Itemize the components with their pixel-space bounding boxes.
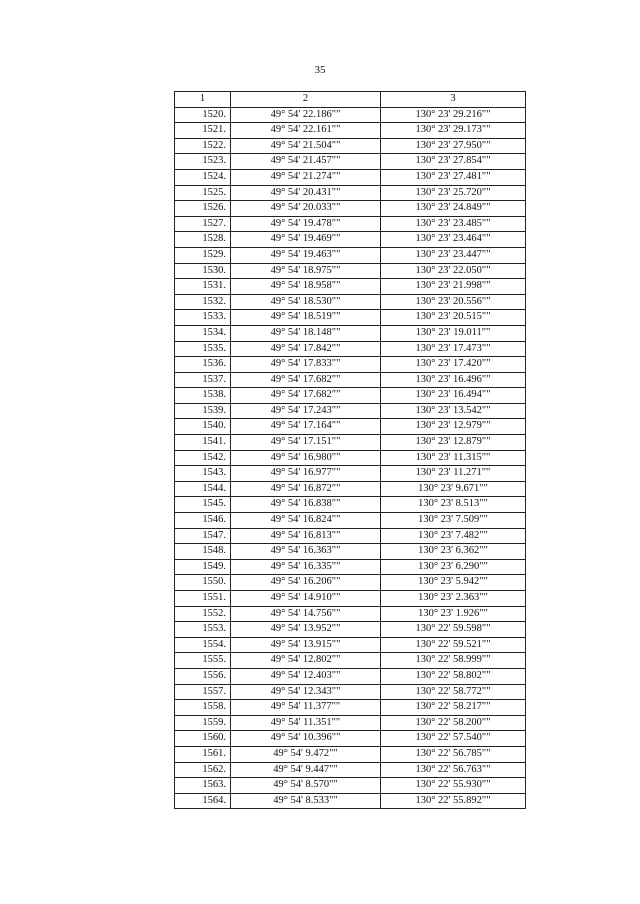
latitude-cell: 49° 54' 18.519"" — [231, 310, 381, 326]
latitude-cell: 49° 54' 16.977"" — [231, 466, 381, 482]
table-row — [175, 154, 526, 170]
table-row — [175, 653, 526, 669]
longitude-cell: 130° 23' 12.979"" — [381, 419, 526, 435]
table-row — [175, 419, 526, 435]
point-number-cell: 1522. — [175, 138, 231, 154]
longitude-cell: 130° 23' 21.998"" — [381, 279, 526, 295]
latitude-cell: 49° 54' 20.431"" — [231, 185, 381, 201]
longitude-cell: 130° 22' 59.598"" — [381, 622, 526, 638]
latitude-cell: 49° 54' 17.842"" — [231, 341, 381, 357]
point-number-cell: 1534. — [175, 325, 231, 341]
table-row — [175, 388, 526, 404]
longitude-cell: 130° 23' 7.509"" — [381, 513, 526, 529]
latitude-cell: 49° 54' 9.447"" — [231, 762, 381, 778]
point-number-cell: 1561. — [175, 746, 231, 762]
longitude-cell: 130° 23' 12.879"" — [381, 435, 526, 451]
point-number-cell: 1541. — [175, 435, 231, 451]
table-row — [175, 138, 526, 154]
longitude-cell: 130° 23' 6.362"" — [381, 544, 526, 560]
column-header-2: 2 — [231, 92, 381, 108]
point-number-cell: 1537. — [175, 372, 231, 388]
latitude-cell: 49° 54' 9.472"" — [231, 746, 381, 762]
longitude-cell: 130° 23' 29.173"" — [381, 123, 526, 139]
table-row — [175, 668, 526, 684]
point-number-cell: 1553. — [175, 622, 231, 638]
longitude-cell: 130° 23' 6.290"" — [381, 559, 526, 575]
table-row — [175, 778, 526, 794]
table-row — [175, 372, 526, 388]
table-row — [175, 544, 526, 560]
longitude-cell: 130° 23' 23.485"" — [381, 216, 526, 232]
longitude-cell: 130° 23' 20.556"" — [381, 294, 526, 310]
longitude-cell: 130° 23' 27.950"" — [381, 138, 526, 154]
latitude-cell: 49° 54' 17.682"" — [231, 388, 381, 404]
latitude-cell: 49° 54' 13.915"" — [231, 637, 381, 653]
table-row — [175, 762, 526, 778]
longitude-cell: 130° 23' 16.496"" — [381, 372, 526, 388]
latitude-cell: 49° 54' 11.351"" — [231, 715, 381, 731]
point-number-cell: 1551. — [175, 591, 231, 607]
longitude-cell: 130° 23' 20.515"" — [381, 310, 526, 326]
table-row — [175, 591, 526, 607]
longitude-cell: 130° 23' 13.542"" — [381, 403, 526, 419]
point-number-cell: 1564. — [175, 793, 231, 809]
longitude-cell: 130° 23' 17.473"" — [381, 341, 526, 357]
table-row — [175, 731, 526, 747]
longitude-cell: 130° 22' 55.930"" — [381, 778, 526, 794]
latitude-cell: 49° 54' 18.975"" — [231, 263, 381, 279]
table-row — [175, 513, 526, 529]
longitude-cell: 130° 22' 56.763"" — [381, 762, 526, 778]
latitude-cell: 49° 54' 8.533"" — [231, 793, 381, 809]
latitude-cell: 49° 54' 18.530"" — [231, 294, 381, 310]
table-row — [175, 481, 526, 497]
latitude-cell: 49° 54' 14.910"" — [231, 591, 381, 607]
longitude-cell: 130° 23' 11.315"" — [381, 450, 526, 466]
longitude-cell: 130° 22' 58.802"" — [381, 668, 526, 684]
latitude-cell: 49° 54' 17.682"" — [231, 372, 381, 388]
point-number-cell: 1557. — [175, 684, 231, 700]
longitude-cell: 130° 23' 23.447"" — [381, 247, 526, 263]
point-number-cell: 1554. — [175, 637, 231, 653]
point-number-cell: 1533. — [175, 310, 231, 326]
longitude-cell: 130° 22' 57.540"" — [381, 731, 526, 747]
point-number-cell: 1525. — [175, 185, 231, 201]
table-row — [175, 247, 526, 263]
longitude-cell: 130° 23' 5.942"" — [381, 575, 526, 591]
latitude-cell: 49° 54' 16.838"" — [231, 497, 381, 513]
table-row — [175, 107, 526, 123]
table-row — [175, 559, 526, 575]
latitude-cell: 49° 54' 16.813"" — [231, 528, 381, 544]
point-number-cell: 1555. — [175, 653, 231, 669]
latitude-cell: 49° 54' 20.033"" — [231, 201, 381, 217]
point-number-cell: 1532. — [175, 294, 231, 310]
longitude-cell: 130° 23' 11.271"" — [381, 466, 526, 482]
longitude-cell: 130° 22' 58.772"" — [381, 684, 526, 700]
point-number-cell: 1549. — [175, 559, 231, 575]
latitude-cell: 49° 54' 17.833"" — [231, 357, 381, 373]
longitude-cell: 130° 23' 23.464"" — [381, 232, 526, 248]
page-number: 35 — [314, 64, 326, 76]
point-number-cell: 1527. — [175, 216, 231, 232]
longitude-cell: 130° 22' 58.217"" — [381, 700, 526, 716]
point-number-cell: 1559. — [175, 715, 231, 731]
coordinates-table — [174, 91, 526, 809]
point-number-cell: 1546. — [175, 513, 231, 529]
point-number-cell: 1538. — [175, 388, 231, 404]
table-row — [175, 793, 526, 809]
table-row — [175, 622, 526, 638]
longitude-cell: 130° 23' 19.011"" — [381, 325, 526, 341]
table-row — [175, 450, 526, 466]
latitude-cell: 49° 54' 16.824"" — [231, 513, 381, 529]
latitude-cell: 49° 54' 8.570"" — [231, 778, 381, 794]
point-number-cell: 1542. — [175, 450, 231, 466]
point-number-cell: 1521. — [175, 123, 231, 139]
latitude-cell: 49° 54' 19.463"" — [231, 247, 381, 263]
table-row — [175, 263, 526, 279]
latitude-cell: 49° 54' 16.363"" — [231, 544, 381, 560]
table-row — [175, 403, 526, 419]
latitude-cell: 49° 54' 17.243"" — [231, 403, 381, 419]
point-number-cell: 1558. — [175, 700, 231, 716]
point-number-cell: 1550. — [175, 575, 231, 591]
table-row — [175, 201, 526, 217]
latitude-cell: 49° 54' 12.343"" — [231, 684, 381, 700]
point-number-cell: 1528. — [175, 232, 231, 248]
table-row — [175, 185, 526, 201]
longitude-cell: 130° 23' 22.050"" — [381, 263, 526, 279]
table-row — [175, 497, 526, 513]
latitude-cell: 49° 54' 16.335"" — [231, 559, 381, 575]
latitude-cell: 49° 54' 13.952"" — [231, 622, 381, 638]
table-row — [175, 232, 526, 248]
longitude-cell: 130° 23' 1.926"" — [381, 606, 526, 622]
table-row — [175, 279, 526, 295]
latitude-cell: 49° 54' 18.958"" — [231, 279, 381, 295]
header-row — [175, 92, 526, 108]
longitude-cell: 130° 23' 17.420"" — [381, 357, 526, 373]
table-row — [175, 310, 526, 326]
latitude-cell: 49° 54' 19.469"" — [231, 232, 381, 248]
latitude-cell: 49° 54' 16.980"" — [231, 450, 381, 466]
point-number-cell: 1548. — [175, 544, 231, 560]
point-number-cell: 1556. — [175, 668, 231, 684]
table-row — [175, 357, 526, 373]
longitude-cell: 130° 23' 2.363"" — [381, 591, 526, 607]
latitude-cell: 49° 54' 17.164"" — [231, 419, 381, 435]
point-number-cell: 1535. — [175, 341, 231, 357]
point-number-cell: 1529. — [175, 247, 231, 263]
table-row — [175, 341, 526, 357]
point-number-cell: 1531. — [175, 279, 231, 295]
longitude-cell: 130° 23' 24.849"" — [381, 201, 526, 217]
longitude-cell: 130° 23' 27.854"" — [381, 154, 526, 170]
table-row — [175, 637, 526, 653]
latitude-cell: 49° 54' 21.457"" — [231, 154, 381, 170]
point-number-cell: 1563. — [175, 778, 231, 794]
point-number-cell: 1544. — [175, 481, 231, 497]
longitude-cell: 130° 22' 55.892"" — [381, 793, 526, 809]
point-number-cell: 1539. — [175, 403, 231, 419]
table-row — [175, 325, 526, 341]
column-header-1: 1 — [175, 92, 231, 108]
point-number-cell: 1547. — [175, 528, 231, 544]
latitude-cell: 49° 54' 16.872"" — [231, 481, 381, 497]
longitude-cell: 130° 22' 59.521"" — [381, 637, 526, 653]
table-row — [175, 123, 526, 139]
table-row — [175, 746, 526, 762]
longitude-cell: 130° 23' 7.482"" — [381, 528, 526, 544]
longitude-cell: 130° 22' 58.999"" — [381, 653, 526, 669]
latitude-cell: 49° 54' 12.802"" — [231, 653, 381, 669]
latitude-cell: 49° 54' 11.377"" — [231, 700, 381, 716]
longitude-cell: 130° 22' 58.200"" — [381, 715, 526, 731]
table-row — [175, 700, 526, 716]
table-row — [175, 715, 526, 731]
longitude-cell: 130° 23' 16.494"" — [381, 388, 526, 404]
point-number-cell: 1540. — [175, 419, 231, 435]
table-row — [175, 684, 526, 700]
table-row — [175, 575, 526, 591]
table-row — [175, 216, 526, 232]
latitude-cell: 49° 54' 21.504"" — [231, 138, 381, 154]
latitude-cell: 49° 54' 22.186"" — [231, 107, 381, 123]
table-row — [175, 435, 526, 451]
latitude-cell: 49° 54' 21.274"" — [231, 169, 381, 185]
point-number-cell: 1543. — [175, 466, 231, 482]
column-header-3: 3 — [381, 92, 526, 108]
table-row — [175, 606, 526, 622]
latitude-cell: 49° 54' 14.756"" — [231, 606, 381, 622]
point-number-cell: 1520. — [175, 107, 231, 123]
point-number-cell: 1530. — [175, 263, 231, 279]
latitude-cell: 49° 54' 10.396"" — [231, 731, 381, 747]
point-number-cell: 1562. — [175, 762, 231, 778]
latitude-cell: 49° 54' 19.478"" — [231, 216, 381, 232]
longitude-cell: 130° 23' 8.513"" — [381, 497, 526, 513]
point-number-cell: 1523. — [175, 154, 231, 170]
point-number-cell: 1560. — [175, 731, 231, 747]
latitude-cell: 49° 54' 18.148"" — [231, 325, 381, 341]
longitude-cell: 130° 22' 56.785"" — [381, 746, 526, 762]
longitude-cell: 130° 23' 27.481"" — [381, 169, 526, 185]
latitude-cell: 49° 54' 17.151"" — [231, 435, 381, 451]
point-number-cell: 1536. — [175, 357, 231, 373]
point-number-cell: 1524. — [175, 169, 231, 185]
point-number-cell: 1526. — [175, 201, 231, 217]
point-number-cell: 1552. — [175, 606, 231, 622]
table-row — [175, 528, 526, 544]
table-row — [175, 466, 526, 482]
latitude-cell: 49° 54' 16.206"" — [231, 575, 381, 591]
longitude-cell: 130° 23' 29.216"" — [381, 107, 526, 123]
table-row — [175, 169, 526, 185]
table-row — [175, 294, 526, 310]
latitude-cell: 49° 54' 22.161"" — [231, 123, 381, 139]
longitude-cell: 130° 23' 9.671"" — [381, 481, 526, 497]
point-number-cell: 1545. — [175, 497, 231, 513]
longitude-cell: 130° 23' 25.720"" — [381, 185, 526, 201]
latitude-cell: 49° 54' 12.403"" — [231, 668, 381, 684]
